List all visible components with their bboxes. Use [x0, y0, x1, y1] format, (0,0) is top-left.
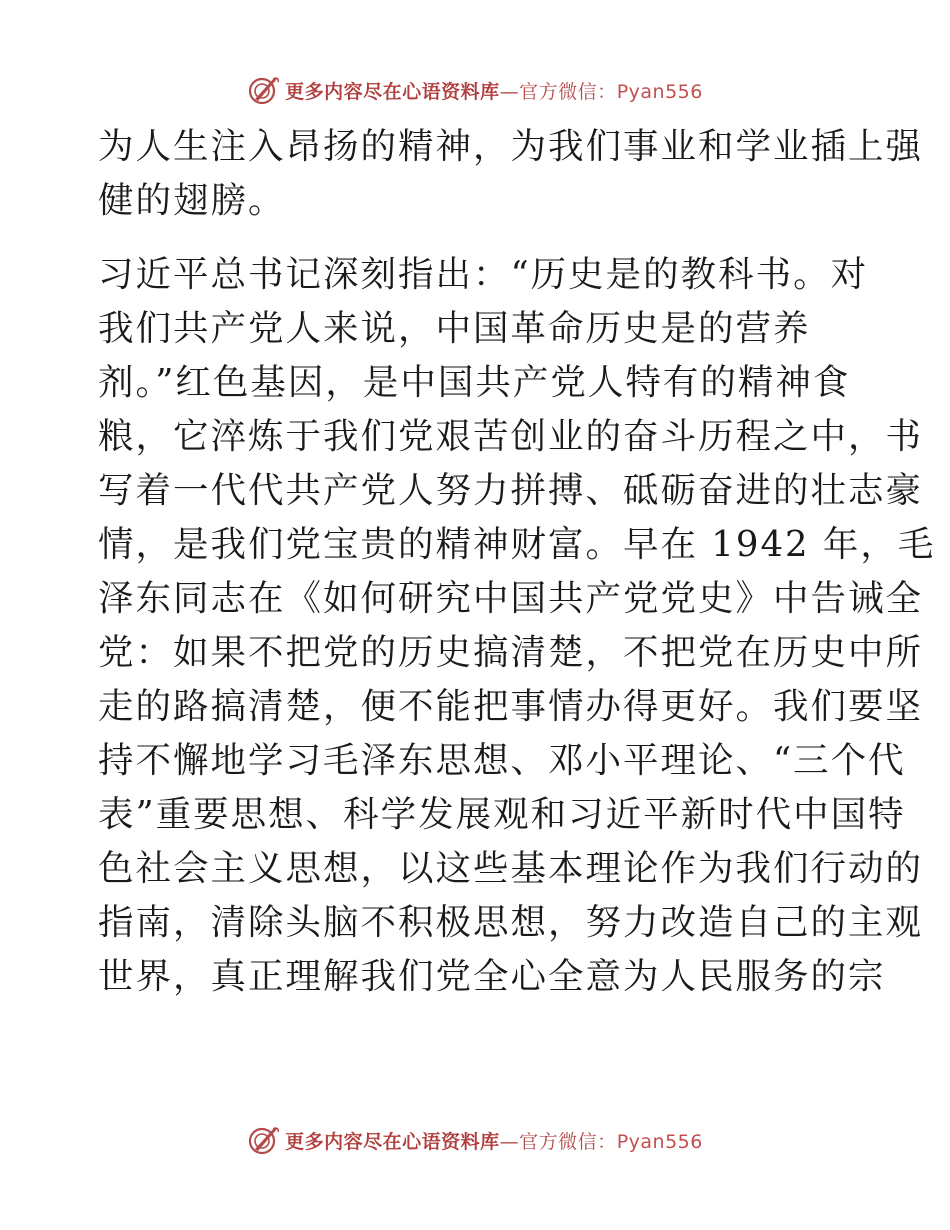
text-line: 走的路搞清楚，便不能把事情办得更好。我们要坚 — [98, 686, 924, 727]
text-line: 剂。”红色基因，是中国共产党人特有的精神食 — [98, 362, 851, 403]
document-body — [98, 120, 936, 1004]
watermark-text — [285, 77, 703, 104]
quill-logo-icon — [247, 1123, 281, 1157]
text-line: 世界，真正理解我们党全心全意为人民服务的宗 — [98, 956, 886, 997]
watermark-text — [285, 1127, 703, 1154]
text-line: 写着一代代共产党人努力拼搏、砥砺奋进的壮志豪 — [98, 470, 924, 511]
text-line: 表”重要思想、科学发展观和习近平新时代中国特 — [98, 794, 906, 835]
text-line: 习近平总书记深刻指出：“历史是的教科书。对 — [98, 254, 869, 295]
watermark-wechat-label: 官方微信： — [519, 1130, 617, 1153]
text-line: 持不懈地学习毛泽东思想、邓小平理论、“三个代 — [98, 740, 906, 781]
text-line: 粮，它淬炼于我们党艰苦创业的奋斗历程之中，书 — [98, 416, 924, 457]
watermark-wechat-label: 官方微信： — [519, 80, 617, 103]
text-line: 党：如果不把党的历史搞清楚，不把党在历史中所 — [98, 632, 924, 673]
paragraph-spacer — [98, 228, 858, 248]
text-line: 泽东同志在《如何研究中国共产党党史》中告诫全 — [98, 578, 924, 619]
watermark-dash: — — [499, 80, 520, 103]
watermark-wechat-id: Pyan556 — [616, 1130, 703, 1153]
text-line: 健的翅膀。 — [98, 180, 286, 221]
paragraph-2 — [98, 248, 936, 1004]
text-line: 为人生注入昂扬的精神，为我们事业和学业插上强 — [98, 126, 924, 167]
text-line: 情，是我们党宝贵的精神财富。早在 1942 年，毛 — [98, 524, 936, 565]
watermark-site: 更多内容尽在心语资料库 — [285, 1130, 500, 1153]
paragraph-1 — [98, 120, 924, 228]
footer-watermark — [0, 1120, 950, 1160]
watermark-wechat-id: Pyan556 — [616, 80, 703, 103]
header-watermark — [0, 70, 950, 110]
watermark-site: 更多内容尽在心语资料库 — [285, 80, 500, 103]
quill-logo-icon — [247, 73, 281, 107]
text-line: 色社会主义思想，以这些基本理论作为我们行动的 — [98, 848, 924, 889]
text-line: 指南，清除头脑不积极思想，努力改造自己的主观 — [98, 902, 924, 943]
text-line: 我们共产党人来说，中国革命历史是的营养 — [98, 308, 811, 349]
watermark-dash: — — [499, 1130, 520, 1153]
